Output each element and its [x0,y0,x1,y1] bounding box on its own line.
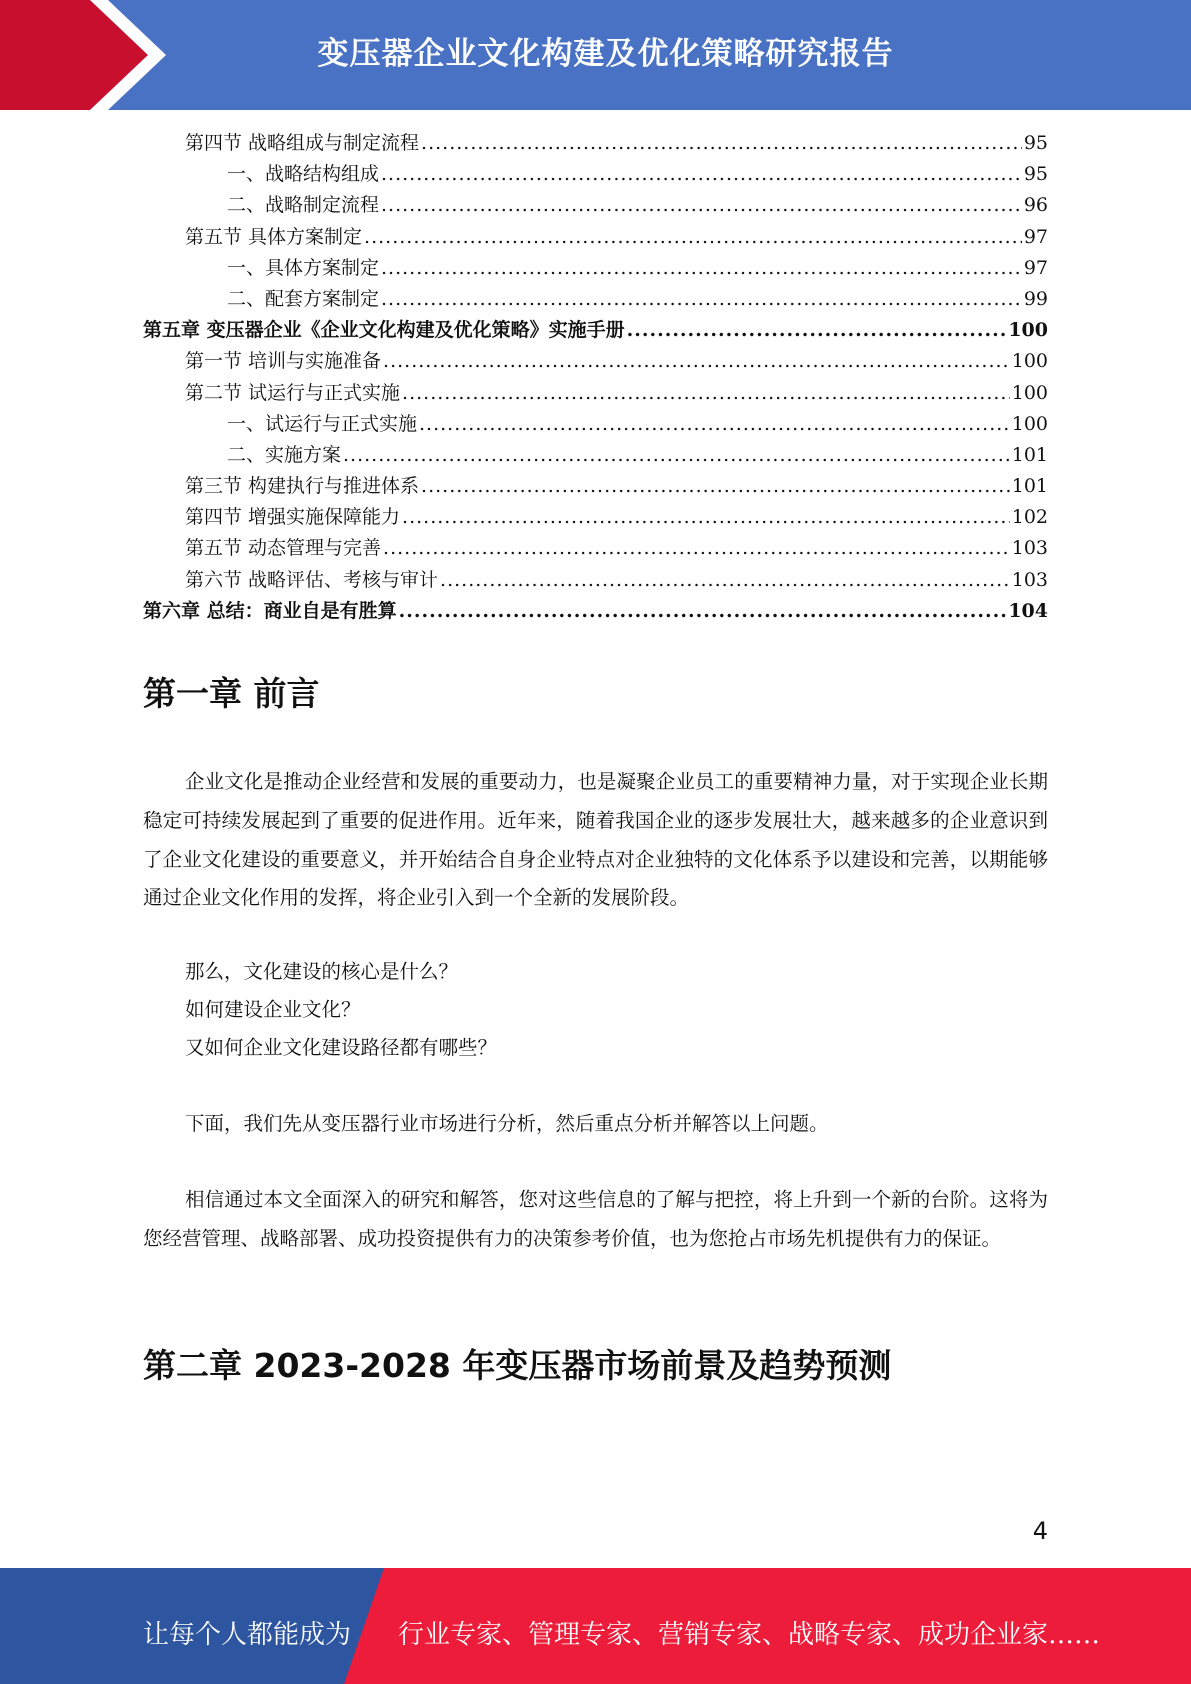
toc-dot-leader [381,190,1022,221]
toc-dot-leader [381,284,1022,315]
toc-entry[interactable] [143,159,1048,190]
toc-entry[interactable] [143,222,1048,253]
footer-slogan-left: 让每个人都能成为 [143,1620,352,1650]
toc-dot-leader [383,533,1010,564]
page-header [0,0,1191,110]
toc-entry-page: 101 [1011,475,1048,498]
toc-dot-leader [421,471,1010,502]
toc-entry-title: 一、战略结构组成 [227,163,380,186]
toc-entry[interactable] [143,378,1048,409]
toc-entry-page: 100 [1011,350,1048,373]
chapter-2-title: 第二章 2023-2028 年变压器市场前景及趋势预测 [143,1346,892,1385]
toc-entry-page: 97 [1023,225,1048,248]
toc-dot-leader [381,159,1022,190]
toc-dot-leader [343,440,1010,471]
toc-entry-page: 103 [1011,537,1048,560]
report-title: 变压器企业文化构建及优化策略研究报告 [317,36,894,72]
toc-entry-title: 第五章 变压器企业《企业文化构建及优化策略》实施手册 [143,319,625,342]
toc-dot-leader [364,222,1022,253]
toc-dot-leader [421,128,1022,159]
toc-entry-title: 二、配套方案制定 [227,287,380,310]
toc-entry-title: 第四节 增强实施保障能力 [185,506,401,529]
toc-entry-page: 100 [1011,381,1048,404]
toc-entry[interactable] [143,128,1048,159]
intro-paragraph: 企业文化是推动企业经营和发展的重要动力，也是凝聚企业员工的重要精神力量，对于实现企业长期稳定可持续发展起到了重要的促进作用。近年来，随着我国企业的逐步发展壮大，越来越多的企业意识到了企业文化建设的重要意义，并开始结合自身企业特点对企业独特的文化体系予以建设和完善，以期能够通过企业文化作用的发挥，将企业引入到一个全新的发展阶段。 [143,770,1048,910]
toc-entry[interactable] [143,440,1048,471]
toc-entry-title: 第二节 试运行与正式实施 [185,381,401,404]
toc-entry-page: 97 [1023,256,1048,279]
toc-entry-title: 第五节 动态管理与完善 [185,537,382,560]
toc-entry-title: 二、实施方案 [227,443,342,466]
toc-entry-page: 96 [1023,194,1048,217]
toc-entry-page: 99 [1023,287,1048,310]
header-red-arrow [0,0,148,110]
toc-dot-leader [419,409,1010,440]
conclusion-paragraph: 相信通过本文全面深入的研究和解答，您对这些信息的了解与把控，将上升到一个新的台阶。这将为您经营管理、战略部署、成功投资提供有力的决策参考价值，也为您抢占市场先机提供有力的保证。 [143,1188,1048,1250]
toc-entry[interactable] [143,502,1048,533]
toc-entry[interactable] [143,315,1048,346]
toc-entry[interactable] [143,346,1048,377]
toc-dot-leader [402,502,1010,533]
table-of-contents [143,128,1048,627]
toc-entry[interactable] [143,253,1048,284]
toc-dot-leader [399,596,1007,627]
chapter-1-title: 第一章 前言 [143,674,320,713]
toc-entry-title: 第四节 战略组成与制定流程 [185,132,420,154]
toc-entry[interactable] [143,565,1048,596]
toc-dot-leader [440,565,1010,596]
toc-entry-page: 104 [1008,599,1048,622]
toc-entry[interactable] [143,596,1048,627]
toc-entry-title: 第六章 总结：商业自是有胜算 [143,599,397,622]
toc-entry-page: 100 [1008,319,1048,342]
toc-dot-leader [383,346,1010,377]
toc-entry[interactable] [143,471,1048,502]
question-line: 那么，文化建设的核心是什么？ [185,960,459,983]
analysis-paragraph: 下面，我们先从变压器行业市场进行分析，然后重点分析并解答以上问题。 [185,1112,829,1135]
toc-entry[interactable] [143,533,1048,564]
question-line: 如何建设企业文化？ [185,998,361,1021]
toc-entry-title: 第六节 战略评估、考核与审计 [185,568,439,591]
question-line: 又如何企业文化建设路径都有哪些？ [185,1036,498,1059]
toc-dot-leader [402,378,1010,409]
toc-entry[interactable] [143,284,1048,315]
toc-dot-leader [627,315,1007,346]
toc-entry[interactable] [143,190,1048,221]
toc-entry-title: 一、具体方案制定 [227,256,380,279]
toc-entry-page: 100 [1011,412,1048,435]
page-footer [0,1568,1191,1684]
toc-entry-page: 101 [1011,443,1048,466]
toc-entry-page: 95 [1023,132,1048,154]
toc-entry-title: 一、试运行与正式实施 [227,412,418,435]
toc-dot-leader [381,253,1022,284]
toc-entry-page: 103 [1011,568,1048,591]
toc-entry[interactable] [143,409,1048,440]
toc-entry-page: 95 [1023,163,1048,186]
toc-entry-title: 第五节 具体方案制定 [185,225,363,248]
toc-entry-title: 二、战略制定流程 [227,194,380,217]
toc-entry-title: 第一节 培训与实施准备 [185,350,382,373]
toc-entry-page: 102 [1011,506,1048,529]
footer-slogan-right: 行业专家、管理专家、营销专家、战略专家、成功企业家…… [398,1620,1101,1650]
toc-entry-title: 第三节 构建执行与推进体系 [185,475,420,498]
page-number: 4 [1032,1517,1048,1545]
